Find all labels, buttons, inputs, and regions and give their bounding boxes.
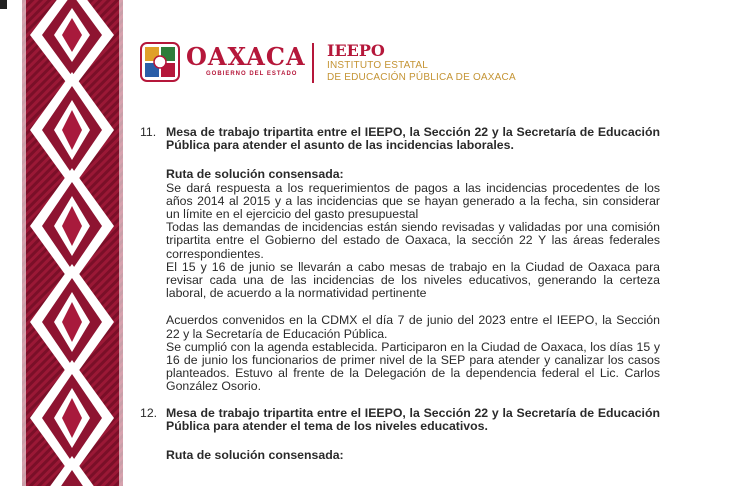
- item-title: Mesa de trabajo tripartita entre el IEEPO, la Sección 22 y la Secretaría de Educación Pública para atender el asunto de las incidencias laborales.: [166, 125, 660, 153]
- item-body: [166, 407, 660, 433]
- item-body: [166, 126, 660, 152]
- oaxaca-emblem-icon: [140, 42, 180, 82]
- route-paragraph: Todas las demandas de incidencias están siendo revisadas y validadas por una comisión tripartita entre el Gobierno del estado de Oaxaca, la sección 22 Y las áreas federales correspondientes.: [166, 220, 660, 261]
- document-body: [140, 126, 660, 462]
- item-number: 11.: [140, 125, 157, 139]
- agency-line-1: INSTITUTO ESTATAL: [327, 60, 429, 71]
- item-title: Mesa de trabajo tripartita entre el IEEPO, la Sección 22 y la Secretaría de Educación Pública para atender el tema de los niveles educativos.: [166, 405, 660, 433]
- route-heading: Ruta de solución consensada:: [166, 167, 344, 182]
- item-number: 12.: [140, 405, 158, 420]
- route-heading: Ruta de solución consensada:: [166, 448, 344, 463]
- item-11: [140, 126, 660, 152]
- agency-line-2: DE EDUCACIÓN PÚBLICA DE OAXACA: [327, 72, 516, 83]
- route-section: [166, 449, 660, 462]
- route-section: [166, 168, 660, 393]
- item-12: [140, 407, 660, 433]
- route-paragraph: El 15 y 16 de junio se llevarán a cabo mesas de trabajo en la Ciudad de Oaxaca para revisar cada una de las incidencias de los niveles educativos, generando la certeza laboral, de acuerdo a la normatividad pertinente: [166, 259, 660, 301]
- agreement-paragraph: Acuerdos convenidos en la CDMX el día 7 de junio del 2023 entre el IEEPO, la Sección 22 y la Secretaría de Educación Pública.: [166, 313, 660, 341]
- agency-acronym: IEEPO: [327, 41, 385, 60]
- letterhead: [140, 40, 540, 88]
- agency-block: [327, 42, 516, 84]
- agreement-paragraph: Se cumplió con la agenda establecida. Participaron en la Ciudad de Oaxaca, los días 15 y 16 de junio los funcionarios de primer nivel de la SEP para atender y canalizar los casos planteados. Estuvo al frente de la Delegación de la dependencia federal el Lic. Carlos González Osorio.: [166, 339, 660, 394]
- brand-subtitle: GOBIERNO DEL ESTADO: [206, 71, 298, 77]
- decorative-border: [22, 0, 123, 486]
- brand-name: OAXACA: [186, 42, 306, 71]
- route-paragraph: Se dará respuesta a los requerimientos de pagos a las incidencias procedentes de los años 2014 al 2015 y a las incidencias que se hayan generado a la fecha, sin considerar un límite en el ejercicio del gasto presupuestal: [166, 180, 660, 222]
- header-divider: [312, 43, 314, 83]
- scan-corner-mark: [0, 0, 7, 9]
